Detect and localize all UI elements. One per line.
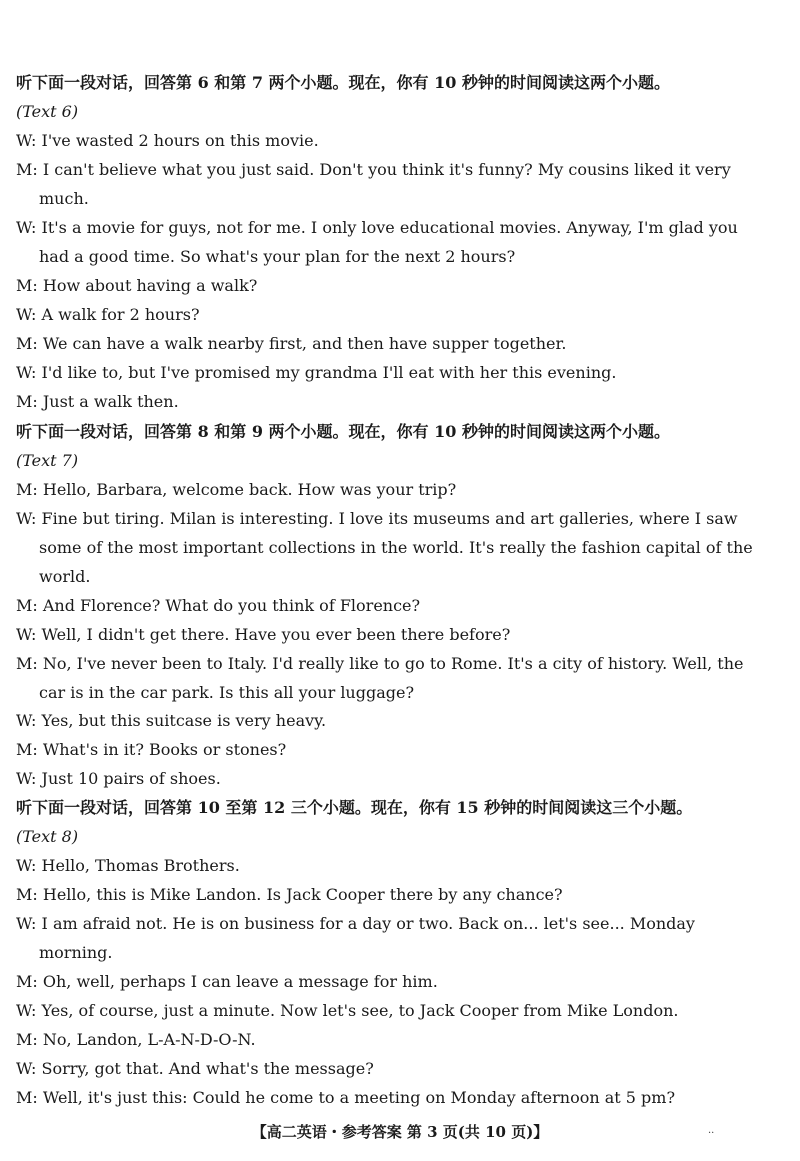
section-instruction-text8: 听下面一段对话，回答第 10 至第 12 三个小题。现在，你有 15 秒钟的时间阅读这三个小题。 <box>16 798 693 817</box>
dialogue-line: M: No, I've never been to Italy. I'd really like to go to Rome. It's a city of history. Well, the <box>16 654 744 673</box>
dialogue-line-continuation: had a good time. So what's your plan for the next 2 hours? <box>39 247 516 266</box>
dialogue-line: M: How about having a walk? <box>16 276 258 295</box>
corner-mark: ·· <box>708 1128 715 1139</box>
dialogue-line: W: Yes, but this suitcase is very heavy. <box>16 711 327 730</box>
dialogue-line: W: Well, I didn't get there. Have you ever been there before? <box>16 625 511 644</box>
dialogue-line: M: Hello, this is Mike Landon. Is Jack Cooper there by any chance? <box>16 885 563 904</box>
dialogue-line: M: Hello, Barbara, welcome back. How was your trip? <box>16 480 457 499</box>
page-footer: 【高二英语・参考答案 第 3 页(共 10 页)】 <box>251 1123 549 1141</box>
text-label-8: (Text 8) <box>16 827 79 846</box>
text-label-7: (Text 7) <box>16 451 79 470</box>
dialogue-line: M: What's in it? Books or stones? <box>16 740 287 759</box>
dialogue-line: W: I'd like to, but I've promised my grandma I'll eat with her this evening. <box>16 363 617 382</box>
dialogue-line: M: Just a walk then. <box>16 392 179 411</box>
dialogue-line: W: Fine but tiring. Milan is interesting. I love its museums and art galleries, where I saw <box>16 509 738 528</box>
dialogue-line-continuation: much. <box>39 189 89 208</box>
dialogue-line: W: It's a movie for guys, not for me. I only love educational movies. Anyway, I'm glad you <box>16 218 738 237</box>
section-instruction-text7: 听下面一段对话，回答第 8 和第 9 两个小题。现在，你有 10 秒钟的时间阅读这两个小题。 <box>16 422 670 441</box>
dialogue-line-continuation: morning. <box>39 943 113 962</box>
dialogue-line: W: Hello, Thomas Brothers. <box>16 856 240 875</box>
dialogue-line: M: No, Landon, L-A-N-D-O-N. <box>16 1030 256 1049</box>
dialogue-line-continuation: car is in the car park. Is this all your luggage? <box>39 683 415 702</box>
dialogue-line: W: Sorry, got that. And what's the message? <box>16 1059 374 1078</box>
section-instruction-text6: 听下面一段对话，回答第 6 和第 7 两个小题。现在，你有 10 秒钟的时间阅读这两个小题。 <box>16 73 670 92</box>
text-label-6: (Text 6) <box>16 102 79 121</box>
dialogue-line: M: I can't believe what you just said. Don't you think it's funny? My cousins liked it very <box>16 160 731 179</box>
dialogue-line-continuation: world. <box>39 567 91 586</box>
dialogue-line: M: Well, it's just this: Could he come to a meeting on Monday afternoon at 5 pm? <box>16 1088 676 1107</box>
dialogue-line: M: Oh, well, perhaps I can leave a message for him. <box>16 972 438 991</box>
dialogue-line: W: I've wasted 2 hours on this movie. <box>16 131 319 150</box>
dialogue-line: W: Just 10 pairs of shoes. <box>16 769 221 788</box>
dialogue-line: W: I am afraid not. He is on business for a day or two. Back on... let's see... Monday <box>16 914 695 933</box>
dialogue-line-continuation: some of the most important collections in the world. It's really the fashion capital of the <box>39 538 753 557</box>
dialogue-line: M: And Florence? What do you think of Florence? <box>16 596 421 615</box>
dialogue-line: W: A walk for 2 hours? <box>16 305 200 324</box>
dialogue-line: W: Yes, of course, just a minute. Now let's see, to Jack Cooper from Mike London. <box>16 1001 679 1020</box>
dialogue-line: M: We can have a walk nearby first, and then have supper together. <box>16 334 567 353</box>
